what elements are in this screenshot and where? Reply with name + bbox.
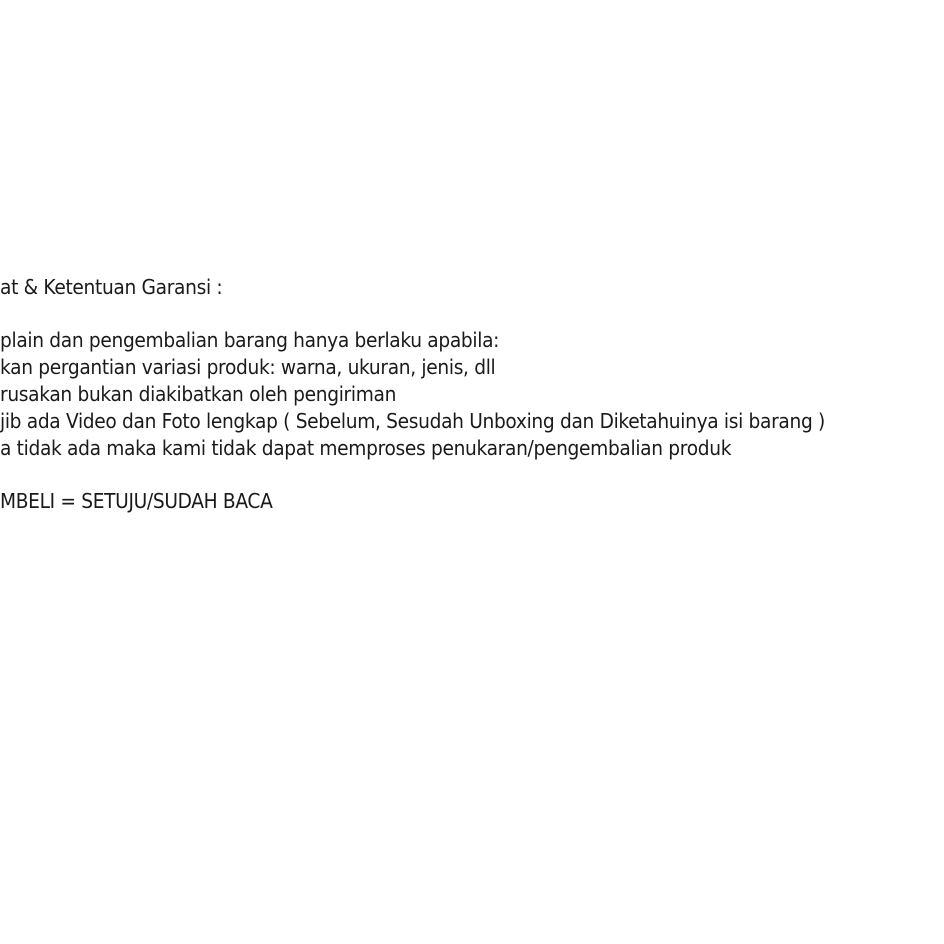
terms-agreement-line: MBELI = SETUJU/SUDAH BACA: [0, 489, 273, 513]
terms-intro-line: plain dan pengembalian barang hanya berlaku apabila:: [0, 328, 500, 352]
terms-condition-line: rusakan bukan diakibatkan oleh pengiriman: [0, 382, 397, 406]
terms-condition-line: jib ada Video dan Foto lengkap ( Sebelum, Sesudah Unboxing dan Diketahuinya isi barang ): [0, 409, 825, 433]
terms-condition-line: kan pergantian variasi produk: warna, ukuran, jenis, dll: [0, 355, 496, 379]
terms-condition-line: a tidak ada maka kami tidak dapat memproses penukaran/pengembalian produk: [0, 436, 732, 460]
terms-heading: at & Ketentuan Garansi :: [0, 275, 223, 299]
